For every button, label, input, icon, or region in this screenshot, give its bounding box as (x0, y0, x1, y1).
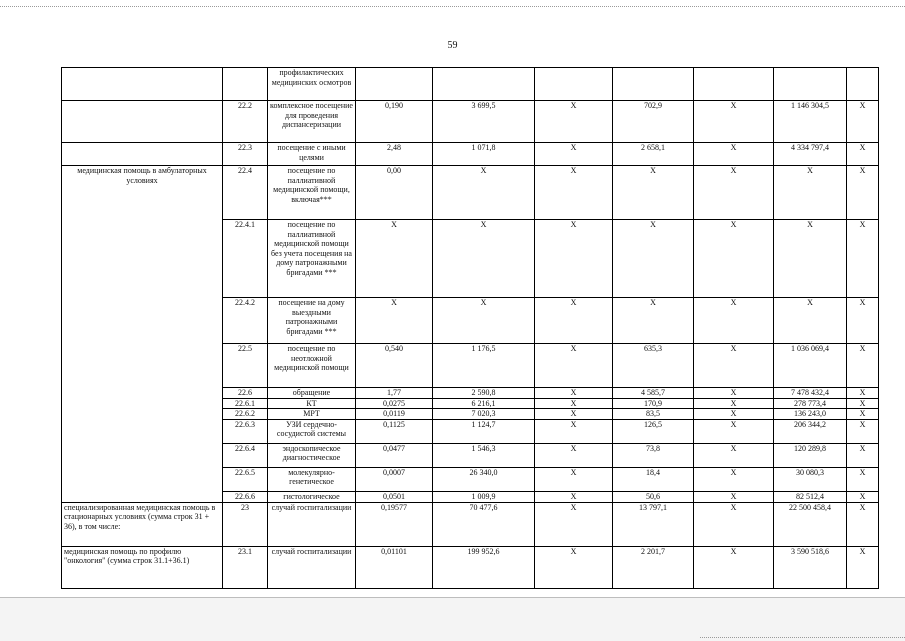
cell: X (847, 388, 879, 399)
row-label: медицинская помощь по профилю "онкология" (сумма строк 31.1+36.1) (62, 546, 223, 588)
cell: 0,540 (356, 344, 433, 388)
cell: 1 176,5 (433, 344, 535, 388)
cell: X (535, 443, 613, 467)
cell: X (356, 298, 433, 344)
cell: X (847, 491, 879, 502)
page-number: 59 (447, 40, 458, 51)
section-cell-empty (62, 101, 223, 143)
cell: X (847, 467, 879, 491)
cell: X (433, 220, 535, 298)
cell: 2,48 (356, 143, 433, 166)
row-name: УЗИ сердечно-сосудистой системы (268, 419, 356, 443)
cell: X (847, 419, 879, 443)
row-name: случай госпитализации (268, 502, 356, 546)
cell: X (694, 491, 774, 502)
row-id: 22.6.1 (223, 398, 268, 409)
row-name: профилактических медицинских осмотров (268, 68, 356, 101)
cell: 7 478 432,4 (774, 388, 847, 399)
row-id (223, 68, 268, 101)
cell: X (694, 443, 774, 467)
cell: X (847, 502, 879, 546)
cell: X (847, 298, 879, 344)
cell: X (535, 467, 613, 491)
cell: 4 334 797,4 (774, 143, 847, 166)
cell: 126,5 (613, 419, 694, 443)
cell: 1 071,8 (433, 143, 535, 166)
section-cell-empty (62, 68, 223, 101)
cell: X (774, 166, 847, 220)
cell: X (847, 398, 879, 409)
cell: X (847, 220, 879, 298)
cell: 0,19577 (356, 502, 433, 546)
row-name: посещение с иными целями (268, 143, 356, 166)
row-id: 22.3 (223, 143, 268, 166)
data-table (61, 67, 879, 589)
cell: X (613, 220, 694, 298)
row-name: посещение по паллиативной медицинской помощи без учета посещения на дому патронажными бригадами *** (268, 220, 356, 298)
row-id: 23.1 (223, 546, 268, 588)
cell: X (535, 143, 613, 166)
row-name: комплексное посещение для проведения диспансеризации (268, 101, 356, 143)
cell: X (694, 166, 774, 220)
cell: 199 952,6 (433, 546, 535, 588)
cell: X (694, 101, 774, 143)
cell: 0,0119 (356, 409, 433, 420)
cell: X (535, 344, 613, 388)
cell: 2 201,7 (613, 546, 694, 588)
cell: 22 500 458,4 (774, 502, 847, 546)
cell (613, 68, 694, 101)
section-cell-empty (62, 143, 223, 166)
cell: X (535, 101, 613, 143)
row-name: случай госпитализации (268, 546, 356, 588)
cell: X (535, 220, 613, 298)
cell (356, 68, 433, 101)
cell: X (774, 298, 847, 344)
cell: 136 243,0 (774, 409, 847, 420)
cell: X (694, 502, 774, 546)
row-id: 23 (223, 502, 268, 546)
cell: 1 124,7 (433, 419, 535, 443)
scan-top-edge (0, 6, 905, 7)
row-name: обращение (268, 388, 356, 399)
row-name: посещение на дому выездными патронажными бригадами *** (268, 298, 356, 344)
row-name: МРТ (268, 409, 356, 420)
cell: 30 080,3 (774, 467, 847, 491)
row-id: 22.6.5 (223, 467, 268, 491)
cell: 170,9 (613, 398, 694, 409)
cell: X (694, 409, 774, 420)
table-body (62, 68, 879, 589)
row-name: эндоскопическое диагностическое (268, 443, 356, 467)
cell: X (694, 419, 774, 443)
cell: 635,3 (613, 344, 694, 388)
cell: 82 512,4 (774, 491, 847, 502)
cell: X (356, 220, 433, 298)
cell: 2 590,8 (433, 388, 535, 399)
cell: X (694, 298, 774, 344)
cell: X (694, 467, 774, 491)
cell: 0,0477 (356, 443, 433, 467)
scan-bottom-band (0, 597, 905, 641)
cell (535, 68, 613, 101)
row-id: 22.6.4 (223, 443, 268, 467)
cell: X (535, 409, 613, 420)
cell: 4 585,7 (613, 388, 694, 399)
row-id: 22.2 (223, 101, 268, 143)
cell: X (535, 388, 613, 399)
table-row (62, 143, 879, 166)
cell: X (694, 546, 774, 588)
row-name: гистологическое (268, 491, 356, 502)
cell: 13 797,1 (613, 502, 694, 546)
table-row (62, 502, 879, 546)
cell: 7 020,3 (433, 409, 535, 420)
cell: 1 009,9 (433, 491, 535, 502)
table-row (62, 166, 879, 220)
scan-bottom-edge (700, 637, 905, 638)
cell: 0,0007 (356, 467, 433, 491)
row-id: 22.6.2 (223, 409, 268, 420)
row-id: 22.6.6 (223, 491, 268, 502)
cell: X (433, 298, 535, 344)
cell (847, 68, 879, 101)
cell: 83,5 (613, 409, 694, 420)
cell: X (694, 398, 774, 409)
cell: X (847, 546, 879, 588)
cell: 0,190 (356, 101, 433, 143)
cell (694, 68, 774, 101)
row-id: 22.6 (223, 388, 268, 399)
cell: X (535, 398, 613, 409)
cell (433, 68, 535, 101)
row-id: 22.4.1 (223, 220, 268, 298)
cell: 1 036 069,4 (774, 344, 847, 388)
cell: 0,1125 (356, 419, 433, 443)
cell: X (535, 546, 613, 588)
cell: 70 477,6 (433, 502, 535, 546)
cell: X (847, 101, 879, 143)
cell: 3 590 518,6 (774, 546, 847, 588)
cell: 0,00 (356, 166, 433, 220)
cell: 18,4 (613, 467, 694, 491)
row-name: посещение по неотложной медицинской помощи (268, 344, 356, 388)
row-id: 22.4 (223, 166, 268, 220)
cell: 2 658,1 (613, 143, 694, 166)
cell: 73,8 (613, 443, 694, 467)
row-id: 22.6.3 (223, 419, 268, 443)
cell: X (847, 409, 879, 420)
cell: 50,6 (613, 491, 694, 502)
cell: X (847, 166, 879, 220)
cell: X (535, 419, 613, 443)
row-name: КТ (268, 398, 356, 409)
cell: X (694, 143, 774, 166)
cell: 26 340,0 (433, 467, 535, 491)
row-id: 22.4.2 (223, 298, 268, 344)
row-id: 22.5 (223, 344, 268, 388)
row-name: посещение по паллиативной медицинской помощи, включая*** (268, 166, 356, 220)
cell: 1 546,3 (433, 443, 535, 467)
table-row (62, 101, 879, 143)
cell: X (535, 502, 613, 546)
section-label: медицинская помощь в амбулаторных условиях (62, 166, 223, 503)
cell: 6 216,1 (433, 398, 535, 409)
cell: 278 773,4 (774, 398, 847, 409)
cell: X (847, 143, 879, 166)
cell: X (847, 443, 879, 467)
cell: X (613, 298, 694, 344)
cell: 0,01101 (356, 546, 433, 588)
cell (774, 68, 847, 101)
cell: X (774, 220, 847, 298)
cell: X (535, 491, 613, 502)
cell: 0,0501 (356, 491, 433, 502)
cell: X (694, 344, 774, 388)
table-row (62, 68, 879, 101)
cell: 120 289,8 (774, 443, 847, 467)
row-label: специализированная медицинская помощь в стационарных условиях (сумма строк 31 + 36), в том числе: (62, 502, 223, 546)
cell: 1 146 304,5 (774, 101, 847, 143)
cell: 0,0275 (356, 398, 433, 409)
cell: X (535, 298, 613, 344)
cell: X (535, 166, 613, 220)
cell: X (847, 344, 879, 388)
cell: X (694, 388, 774, 399)
cell: 3 699,5 (433, 101, 535, 143)
cell: X (433, 166, 535, 220)
cell: 206 344,2 (774, 419, 847, 443)
table-row (62, 546, 879, 588)
cell: X (613, 166, 694, 220)
cell: 702,9 (613, 101, 694, 143)
row-name: молекулярно-генетическое (268, 467, 356, 491)
cell: X (694, 220, 774, 298)
cell: 1,77 (356, 388, 433, 399)
